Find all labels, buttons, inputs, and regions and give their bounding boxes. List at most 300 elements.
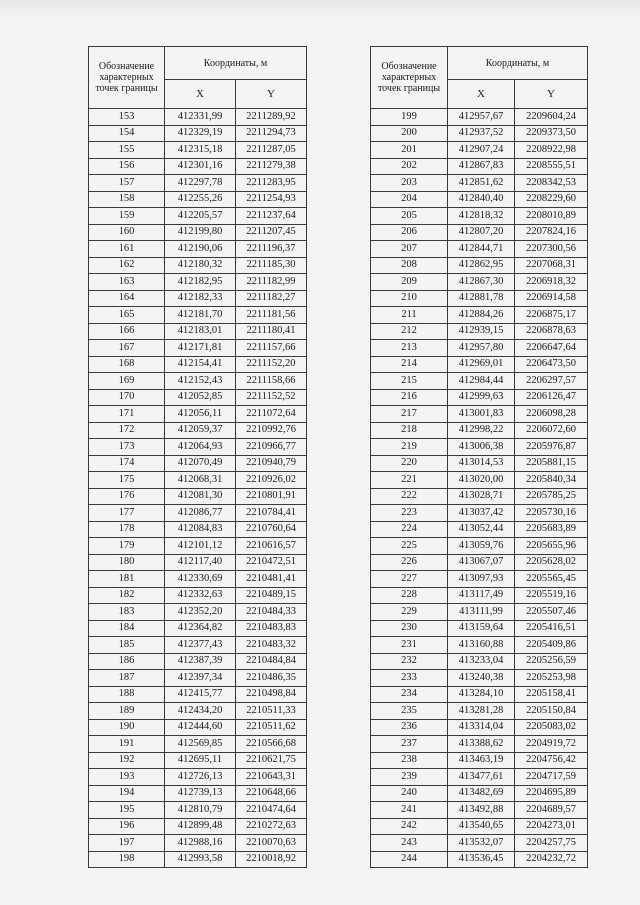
table-row [371,604,588,621]
y-coordinate-cell: 2210511,33 [236,703,307,720]
x-coordinate-cell: 413281,28 [448,703,515,720]
y-coordinate-cell: 2210992,76 [236,422,307,439]
point-number-cell: 201 [371,142,448,159]
y-coordinate-cell: 2207300,56 [515,241,588,258]
table-row [89,274,307,291]
point-number-cell: 198 [89,851,165,868]
y-coordinate-cell: 2211254,93 [236,191,307,208]
x-coordinate-cell: 412867,30 [448,274,515,291]
table-row [89,802,307,819]
point-number-cell: 175 [89,472,165,489]
point-number-cell: 154 [89,125,165,142]
point-number-cell: 227 [371,571,448,588]
y-coordinate-cell: 2205881,15 [515,455,588,472]
x-coordinate-cell: 413233,04 [448,653,515,670]
point-number-cell: 199 [371,109,448,126]
point-number-cell: 235 [371,703,448,720]
table-row [89,373,307,390]
y-coordinate-cell: 2205416,51 [515,620,588,637]
x-coordinate-cell: 412862,95 [448,257,515,274]
x-coordinate-cell: 412957,67 [448,109,515,126]
point-number-cell: 179 [89,538,165,555]
y-coordinate-cell: 2204919,72 [515,736,588,753]
table-row [371,323,588,340]
point-number-cell: 241 [371,802,448,819]
y-coordinate-cell: 2211283,95 [236,175,307,192]
x-coordinate-cell: 413117,49 [448,587,515,604]
table-row [371,785,588,802]
x-coordinate-cell: 412297,78 [165,175,236,192]
x-coordinate-cell: 412969,01 [448,356,515,373]
table-body-right [371,109,588,868]
x-coordinate-cell: 412117,40 [165,554,236,571]
point-number-cell: 242 [371,818,448,835]
y-coordinate-cell: 2210489,15 [236,587,307,604]
point-number-cell: 177 [89,505,165,522]
table-row [371,686,588,703]
table-row [371,109,588,126]
point-number-cell: 188 [89,686,165,703]
point-number-cell: 222 [371,488,448,505]
y-coordinate-cell: 2211196,37 [236,241,307,258]
table-row [89,818,307,835]
table-row [89,472,307,489]
point-number-cell: 159 [89,208,165,225]
x-coordinate-cell: 413492,88 [448,802,515,819]
x-coordinate-cell: 412569,85 [165,736,236,753]
y-coordinate-cell: 2204717,59 [515,769,588,786]
table-row [89,257,307,274]
x-coordinate-cell: 413388,62 [448,736,515,753]
table-row [371,802,588,819]
table-body-left [89,109,307,868]
x-coordinate-cell: 412086,77 [165,505,236,522]
table-row [89,109,307,126]
x-coordinate-cell: 413482,69 [448,785,515,802]
y-coordinate-cell: 2206647,64 [515,340,588,357]
point-number-cell: 158 [89,191,165,208]
header-coordinates: Координаты, м [165,47,307,80]
point-number-cell: 238 [371,752,448,769]
table-row [89,290,307,307]
point-number-cell: 217 [371,406,448,423]
y-coordinate-cell: 2211289,92 [236,109,307,126]
table-row [371,670,588,687]
table-row [371,752,588,769]
x-coordinate-cell: 413536,45 [448,851,515,868]
y-coordinate-cell: 2211237,64 [236,208,307,225]
point-number-cell: 193 [89,769,165,786]
y-coordinate-cell: 2204232,72 [515,851,588,868]
y-coordinate-cell: 2208922,98 [515,142,588,159]
table-row [89,323,307,340]
table-row [89,835,307,852]
point-number-cell: 239 [371,769,448,786]
y-coordinate-cell: 2210484,84 [236,653,307,670]
y-coordinate-cell: 2211287,05 [236,142,307,159]
point-number-cell: 212 [371,323,448,340]
y-coordinate-cell: 2211152,20 [236,356,307,373]
point-number-cell: 240 [371,785,448,802]
table-row [371,208,588,225]
x-coordinate-cell: 412190,06 [165,241,236,258]
x-coordinate-cell: 413160,88 [448,637,515,654]
y-coordinate-cell: 2211072,64 [236,406,307,423]
x-coordinate-cell: 412332,63 [165,587,236,604]
x-coordinate-cell: 413532,07 [448,835,515,852]
x-coordinate-cell: 412315,18 [165,142,236,159]
table-row [89,670,307,687]
x-coordinate-cell: 412199,80 [165,224,236,241]
y-coordinate-cell: 2208342,53 [515,175,588,192]
header-y: Y [236,80,307,109]
point-number-cell: 213 [371,340,448,357]
table-row [89,521,307,538]
table-row [371,587,588,604]
table-row [89,307,307,324]
table-row [371,554,588,571]
table-row [89,125,307,142]
table-row [371,307,588,324]
point-number-cell: 214 [371,356,448,373]
table-row [89,406,307,423]
table-row [371,571,588,588]
x-coordinate-cell: 412984,44 [448,373,515,390]
point-number-cell: 229 [371,604,448,621]
table-row [89,340,307,357]
x-coordinate-cell: 412068,31 [165,472,236,489]
table-row [371,538,588,555]
point-number-cell: 231 [371,637,448,654]
x-coordinate-cell: 412331,99 [165,109,236,126]
coordinates-table-left [88,46,307,868]
y-coordinate-cell: 2205785,25 [515,488,588,505]
table-row [89,422,307,439]
x-coordinate-cell: 413001,83 [448,406,515,423]
point-number-cell: 162 [89,257,165,274]
y-coordinate-cell: 2206878,63 [515,323,588,340]
y-coordinate-cell: 2205409,86 [515,637,588,654]
table-row [89,505,307,522]
x-coordinate-cell: 412397,34 [165,670,236,687]
table-row [371,620,588,637]
point-number-cell: 237 [371,736,448,753]
point-number-cell: 210 [371,290,448,307]
point-number-cell: 219 [371,439,448,456]
x-coordinate-cell: 412993,58 [165,851,236,868]
y-coordinate-cell: 2210760,64 [236,521,307,538]
y-coordinate-cell: 2211279,38 [236,158,307,175]
y-coordinate-cell: 2205519,16 [515,587,588,604]
y-coordinate-cell: 2210784,41 [236,505,307,522]
point-number-cell: 197 [89,835,165,852]
y-coordinate-cell: 2210616,57 [236,538,307,555]
y-coordinate-cell: 2204756,42 [515,752,588,769]
x-coordinate-cell: 413097,93 [448,571,515,588]
y-coordinate-cell: 2205730,16 [515,505,588,522]
y-coordinate-cell: 2210926,02 [236,472,307,489]
point-number-cell: 205 [371,208,448,225]
point-number-cell: 170 [89,389,165,406]
x-coordinate-cell: 412998,22 [448,422,515,439]
y-coordinate-cell: 2210511,62 [236,719,307,736]
x-coordinate-cell: 413052,44 [448,521,515,538]
x-coordinate-cell: 412988,16 [165,835,236,852]
y-coordinate-cell: 2211157,66 [236,340,307,357]
y-coordinate-cell: 2211185,30 [236,257,307,274]
x-coordinate-cell: 412101,12 [165,538,236,555]
table-row [371,389,588,406]
x-coordinate-cell: 412152,43 [165,373,236,390]
x-coordinate-cell: 412056,11 [165,406,236,423]
y-coordinate-cell: 2207824,16 [515,224,588,241]
table-row [371,257,588,274]
y-coordinate-cell: 2210018,92 [236,851,307,868]
y-coordinate-cell: 2204695,89 [515,785,588,802]
table-row [371,472,588,489]
y-coordinate-cell: 2206914,58 [515,290,588,307]
table-row [89,851,307,868]
x-coordinate-cell: 412059,37 [165,422,236,439]
x-coordinate-cell: 412182,33 [165,290,236,307]
table-row [89,719,307,736]
x-coordinate-cell: 412444,60 [165,719,236,736]
point-number-cell: 183 [89,604,165,621]
y-coordinate-cell: 2210940,79 [236,455,307,472]
point-number-cell: 164 [89,290,165,307]
y-coordinate-cell: 2210486,35 [236,670,307,687]
point-number-cell: 203 [371,175,448,192]
x-coordinate-cell: 412052,85 [165,389,236,406]
x-coordinate-cell: 413540,65 [448,818,515,835]
x-coordinate-cell: 412851,62 [448,175,515,192]
x-coordinate-cell: 412387,39 [165,653,236,670]
point-number-cell: 178 [89,521,165,538]
table-row [89,142,307,159]
y-coordinate-cell: 2210648,66 [236,785,307,802]
x-coordinate-cell: 413111,99 [448,604,515,621]
x-coordinate-cell: 412329,19 [165,125,236,142]
table-row [371,521,588,538]
x-coordinate-cell: 412181,70 [165,307,236,324]
table-row [89,224,307,241]
y-coordinate-cell: 2210498,84 [236,686,307,703]
table-row [371,422,588,439]
table-row [371,637,588,654]
table-row [371,719,588,736]
x-coordinate-cell: 413059,76 [448,538,515,555]
x-coordinate-cell: 412810,79 [165,802,236,819]
point-number-cell: 155 [89,142,165,159]
table-row [371,455,588,472]
y-coordinate-cell: 2209604,24 [515,109,588,126]
y-coordinate-cell: 2211181,56 [236,307,307,324]
point-number-cell: 244 [371,851,448,868]
table-row [89,686,307,703]
point-number-cell: 191 [89,736,165,753]
y-coordinate-cell: 2205083,02 [515,719,588,736]
x-coordinate-cell: 413028,71 [448,488,515,505]
y-coordinate-cell: 2205840,34 [515,472,588,489]
y-coordinate-cell: 2205158,41 [515,686,588,703]
x-coordinate-cell: 412255,26 [165,191,236,208]
x-coordinate-cell: 412415,77 [165,686,236,703]
point-number-cell: 226 [371,554,448,571]
y-coordinate-cell: 2210483,83 [236,620,307,637]
point-number-cell: 189 [89,703,165,720]
header-y: Y [515,80,588,109]
y-coordinate-cell: 2210801,91 [236,488,307,505]
point-number-cell: 168 [89,356,165,373]
point-number-cell: 234 [371,686,448,703]
x-coordinate-cell: 412695,11 [165,752,236,769]
point-number-cell: 216 [371,389,448,406]
point-number-cell: 190 [89,719,165,736]
table-row [89,175,307,192]
header-x: X [165,80,236,109]
table-row [371,373,588,390]
x-coordinate-cell: 413240,38 [448,670,515,687]
point-number-cell: 196 [89,818,165,835]
table-row [371,191,588,208]
y-coordinate-cell: 2208555,51 [515,158,588,175]
table-row [371,505,588,522]
table-row [371,290,588,307]
y-coordinate-cell: 2206473,50 [515,356,588,373]
point-number-cell: 166 [89,323,165,340]
point-number-cell: 192 [89,752,165,769]
point-number-cell: 153 [89,109,165,126]
point-number-cell: 200 [371,125,448,142]
y-coordinate-cell: 2211180,41 [236,323,307,340]
y-coordinate-cell: 2208229,60 [515,191,588,208]
table-row [89,604,307,621]
point-number-cell: 243 [371,835,448,852]
table-row [89,785,307,802]
table-row [371,851,588,868]
y-coordinate-cell: 2205507,46 [515,604,588,621]
y-coordinate-cell: 2205655,96 [515,538,588,555]
point-number-cell: 157 [89,175,165,192]
point-number-cell: 172 [89,422,165,439]
x-coordinate-cell: 412084,83 [165,521,236,538]
point-number-cell: 206 [371,224,448,241]
x-coordinate-cell: 413477,61 [448,769,515,786]
x-coordinate-cell: 412818,32 [448,208,515,225]
table-row [89,554,307,571]
point-number-cell: 204 [371,191,448,208]
x-coordinate-cell: 413067,07 [448,554,515,571]
table-row [371,406,588,423]
point-number-cell: 185 [89,637,165,654]
y-coordinate-cell: 2210483,32 [236,637,307,654]
x-coordinate-cell: 412377,43 [165,637,236,654]
point-number-cell: 225 [371,538,448,555]
table-row [89,587,307,604]
table-row [371,158,588,175]
x-coordinate-cell: 412999,63 [448,389,515,406]
x-coordinate-cell: 412364,82 [165,620,236,637]
x-coordinate-cell: 413006,38 [448,439,515,456]
point-number-cell: 176 [89,488,165,505]
x-coordinate-cell: 412726,13 [165,769,236,786]
coordinates-table-right [370,46,588,868]
table-row [371,340,588,357]
point-number-cell: 218 [371,422,448,439]
point-number-cell: 163 [89,274,165,291]
table-row [371,818,588,835]
table-row [89,208,307,225]
x-coordinate-cell: 412907,24 [448,142,515,159]
y-coordinate-cell: 2204273,01 [515,818,588,835]
point-number-cell: 169 [89,373,165,390]
y-coordinate-cell: 2210566,68 [236,736,307,753]
header-point-designation: Обозначение характерных точек границы [371,47,448,109]
y-coordinate-cell: 2204257,75 [515,835,588,852]
table-row [89,455,307,472]
x-coordinate-cell: 412081,30 [165,488,236,505]
table-row [89,571,307,588]
header-point-designation: Обозначение характерных точек границы [89,47,165,109]
x-coordinate-cell: 412844,71 [448,241,515,258]
point-number-cell: 223 [371,505,448,522]
table-row [371,653,588,670]
y-coordinate-cell: 2207068,31 [515,257,588,274]
table-row [371,175,588,192]
point-number-cell: 233 [371,670,448,687]
x-coordinate-cell: 412939,15 [448,323,515,340]
point-number-cell: 171 [89,406,165,423]
table-row [89,191,307,208]
point-number-cell: 202 [371,158,448,175]
y-coordinate-cell: 2211152,52 [236,389,307,406]
x-coordinate-cell: 412205,57 [165,208,236,225]
point-number-cell: 236 [371,719,448,736]
scan-edge [0,0,640,18]
x-coordinate-cell: 413463,19 [448,752,515,769]
x-coordinate-cell: 412957,80 [448,340,515,357]
table-row [89,736,307,753]
table-row [371,703,588,720]
y-coordinate-cell: 2208010,89 [515,208,588,225]
header-x: X [448,80,515,109]
x-coordinate-cell: 412899,48 [165,818,236,835]
point-number-cell: 160 [89,224,165,241]
y-coordinate-cell: 2206297,57 [515,373,588,390]
table-row [89,158,307,175]
table-row [371,241,588,258]
x-coordinate-cell: 412807,20 [448,224,515,241]
x-coordinate-cell: 412352,20 [165,604,236,621]
point-number-cell: 228 [371,587,448,604]
point-number-cell: 184 [89,620,165,637]
y-coordinate-cell: 2210272,63 [236,818,307,835]
y-coordinate-cell: 2205253,98 [515,670,588,687]
x-coordinate-cell: 413159,64 [448,620,515,637]
point-number-cell: 173 [89,439,165,456]
point-number-cell: 187 [89,670,165,687]
table-row [371,769,588,786]
header-coordinates: Координаты, м [448,47,588,80]
y-coordinate-cell: 2205628,02 [515,554,588,571]
table-row [371,488,588,505]
table-row [371,125,588,142]
x-coordinate-cell: 412070,49 [165,455,236,472]
y-coordinate-cell: 2206126,47 [515,389,588,406]
table-row [371,439,588,456]
x-coordinate-cell: 412884,26 [448,307,515,324]
table-row [89,389,307,406]
